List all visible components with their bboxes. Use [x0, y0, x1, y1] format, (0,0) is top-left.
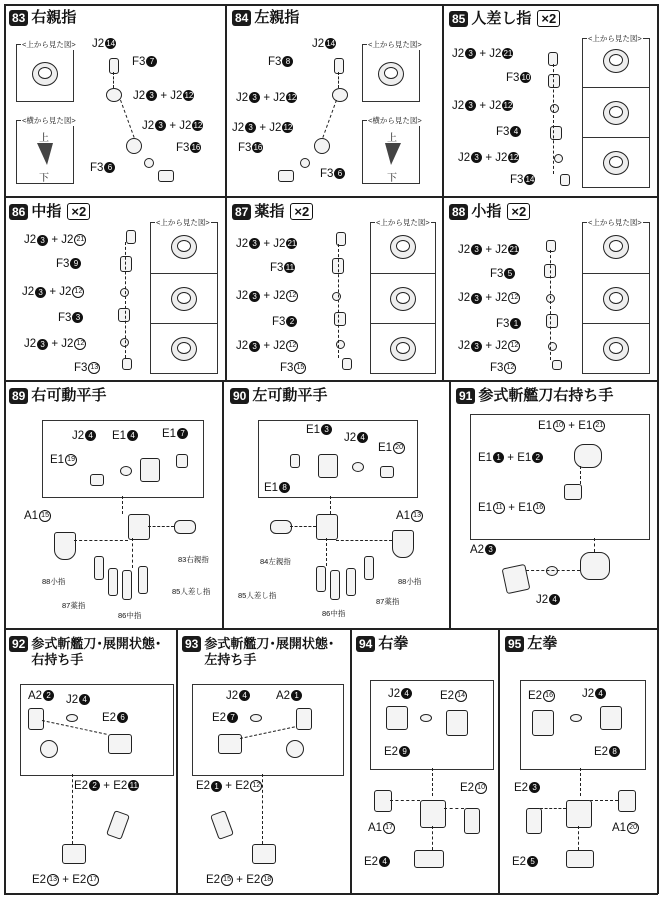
finger-part — [314, 138, 330, 154]
finger-part — [332, 88, 348, 102]
hand-part — [318, 454, 338, 478]
hand-part — [106, 810, 130, 840]
hand-part — [120, 466, 132, 476]
part-label: E2 10 — [460, 782, 487, 795]
assembly-line — [338, 72, 339, 88]
assembly-line — [590, 800, 618, 801]
step-title: 参式斬艦刀･展開状態･ — [31, 636, 162, 651]
step-number: 87 — [232, 204, 251, 220]
step-header — [232, 203, 313, 220]
part-label: J2 3 + J2 12 — [133, 90, 194, 102]
view-label: <横から見た図> — [22, 116, 76, 125]
step-number: 89 — [9, 388, 28, 404]
hand-part — [600, 706, 622, 730]
step-number: 95 — [505, 636, 524, 652]
step-title-group — [31, 636, 161, 668]
step-number: 93 — [182, 636, 201, 652]
hand-part — [62, 844, 86, 864]
step-header — [505, 636, 557, 652]
step-number: 92 — [9, 636, 28, 652]
hand-part — [296, 708, 312, 730]
step-title: 人差し指 — [471, 9, 532, 27]
hand-part — [414, 850, 444, 868]
hand-part — [40, 740, 58, 758]
part-label: F3 8 — [268, 56, 293, 69]
finger-part — [122, 358, 132, 370]
finger-part — [174, 520, 196, 534]
part-label: E2 14 — [440, 690, 467, 703]
view-label: <上から見た図> — [588, 218, 642, 227]
part-label: J2 4 — [582, 688, 606, 701]
part-label: J2 3 + J2 12 — [458, 152, 519, 164]
step-number: 86 — [9, 204, 28, 220]
part-top-view — [378, 62, 404, 86]
view-divider — [583, 87, 649, 88]
finger-part — [158, 170, 174, 182]
view-divider — [371, 273, 435, 274]
hand-part — [218, 734, 242, 754]
view-divider — [371, 323, 435, 324]
callout-caption: 84左親指 — [260, 557, 291, 566]
finger-part — [94, 556, 104, 580]
part-top-view — [603, 49, 629, 73]
up-label: 上 — [387, 133, 397, 144]
callout-caption: 86中指 — [118, 611, 142, 620]
up-label: 上 — [39, 133, 49, 144]
callout-caption: 87薬指 — [376, 597, 400, 606]
assembly-line — [125, 242, 126, 358]
step-header — [9, 388, 106, 404]
assembly-line — [132, 538, 133, 568]
finger-part — [138, 566, 148, 594]
assembly-line — [594, 538, 595, 552]
top-view-box — [582, 34, 650, 188]
part-label: A1 15 — [24, 510, 51, 523]
step-number: 88 — [449, 204, 468, 220]
part-label: F3 6 — [90, 162, 115, 175]
assembly-line — [526, 570, 580, 571]
hand-part — [580, 552, 610, 580]
step-title-group — [204, 636, 334, 668]
step-header — [9, 203, 90, 220]
part-label: J2 4 — [344, 432, 368, 445]
finger-part — [330, 570, 340, 600]
assembly-line — [578, 826, 579, 850]
hand-part — [252, 844, 276, 864]
step-header — [182, 636, 334, 668]
step-title-line2: 右持ち手 — [31, 652, 84, 667]
part-label: F3 15 — [280, 362, 306, 375]
assembly-line — [580, 466, 581, 484]
finger-part — [278, 170, 294, 182]
finger-part — [554, 154, 563, 163]
hand-part — [566, 850, 594, 868]
step-title: 小指 — [471, 202, 502, 220]
finger-part — [108, 568, 118, 596]
hand-part — [352, 462, 364, 472]
finger-part — [332, 292, 341, 301]
finger-part — [270, 520, 292, 534]
col-divider — [498, 628, 500, 894]
quantity-badge: ×2 — [507, 203, 530, 220]
palm-part — [566, 800, 592, 828]
hand-part — [210, 810, 234, 840]
top-view-box — [362, 40, 422, 102]
part-label: J2 3 + J2 12 — [142, 120, 203, 132]
hand-part — [176, 454, 188, 468]
hand-part — [420, 714, 432, 722]
palm-part — [420, 800, 446, 828]
hand-part — [526, 808, 542, 834]
part-label: J2 3 + J2 21 — [24, 234, 86, 247]
step-title: 中指 — [31, 202, 62, 220]
side-view-box — [16, 116, 76, 184]
palm-part — [316, 514, 338, 540]
inset-frame — [192, 684, 344, 776]
part-label: J2 3 + J2 12 — [458, 292, 520, 305]
down-label: 下 — [39, 173, 49, 184]
step-title: 参式斬艦刀右持ち手 — [478, 387, 614, 404]
finger-part — [550, 104, 559, 113]
view-label: <横から見た図> — [368, 116, 422, 125]
finger-part — [122, 570, 132, 600]
finger-part — [126, 138, 142, 154]
part-label: E2 7 — [212, 712, 238, 725]
part-top-view — [390, 235, 416, 259]
page-border — [4, 893, 658, 895]
part-top-view — [32, 62, 58, 86]
assembly-line — [326, 538, 327, 566]
part-label: J2 3 + J2 12 — [458, 340, 520, 353]
part-label: E1 7 — [162, 428, 188, 441]
part-label: A1 17 — [368, 822, 395, 835]
part-label: E1 4 — [112, 430, 138, 443]
part-label: F3 12 — [490, 362, 516, 375]
assembly-line — [290, 526, 316, 527]
step-header — [9, 636, 161, 668]
part-label: J2 4 — [66, 694, 90, 707]
hand-part — [464, 808, 480, 834]
part-label: E1 8 — [264, 482, 290, 495]
view-label: <上から見た図> — [368, 40, 422, 49]
part-label: F3 10 — [506, 72, 531, 84]
part-label: E2 1 + E2 12 — [196, 780, 262, 793]
finger-part — [126, 230, 136, 244]
part-label: E2 9 — [384, 746, 410, 759]
part-label: J2 3 + J2 21 — [452, 48, 513, 60]
view-divider — [583, 273, 649, 274]
quantity-badge: ×2 — [290, 203, 313, 220]
col-divider — [350, 628, 352, 894]
step-title: 左拳 — [527, 635, 558, 652]
col-divider — [176, 628, 178, 894]
top-view-box — [16, 40, 76, 102]
part-label: J2 3 + J2 12 — [24, 338, 86, 351]
part-label: E2 15 + E2 18 — [206, 874, 273, 887]
part-label: F3 3 — [58, 312, 83, 325]
finger-part — [552, 360, 562, 370]
step-title-line2: 左持ち手 — [204, 652, 257, 667]
finger-part — [334, 312, 346, 326]
part-label: E2 5 — [512, 856, 538, 869]
assembly-line — [330, 496, 331, 514]
finger-part — [316, 566, 326, 592]
down-label: 下 — [387, 173, 397, 184]
step-number: 91 — [456, 388, 475, 404]
step-header — [356, 636, 408, 652]
top-view-box — [370, 218, 436, 374]
assembly-line — [148, 526, 174, 527]
palm-part — [128, 514, 150, 540]
part-label: F3 4 — [496, 126, 521, 139]
view-divider — [151, 273, 217, 274]
view-label: <上から見た図> — [156, 218, 210, 227]
col-divider — [222, 380, 224, 628]
part-top-view — [171, 235, 197, 259]
step-number: 94 — [356, 636, 375, 652]
part-top-view — [390, 287, 416, 311]
finger-part — [548, 74, 560, 88]
assembly-line — [580, 768, 581, 796]
hand-part — [618, 790, 636, 812]
part-label: F3 7 — [132, 56, 157, 69]
view-divider — [583, 323, 649, 324]
col-divider — [442, 4, 444, 380]
col-divider — [449, 380, 451, 628]
hand-part — [564, 484, 582, 500]
step-title: 薬指 — [254, 202, 285, 220]
hand-part — [446, 710, 468, 736]
step-number: 85 — [449, 11, 468, 27]
view-divider — [151, 323, 217, 324]
hand-part — [250, 714, 262, 722]
part-label: J2 3 + J2 12 — [232, 122, 293, 134]
step-header — [456, 388, 613, 404]
part-label: E2 3 — [514, 782, 540, 795]
hand-part — [546, 566, 558, 576]
view-label: <上から見た図> — [588, 34, 642, 43]
part-label: E1 19 — [50, 454, 77, 467]
step-header — [230, 388, 327, 404]
part-top-view — [603, 151, 629, 175]
step-header — [449, 203, 530, 220]
part-label: J2 3 + J2 12 — [236, 92, 297, 104]
hand-part — [532, 710, 554, 736]
part-label: E2 13 + E2 17 — [32, 874, 99, 887]
hand-part — [380, 466, 394, 478]
assembly-line — [336, 540, 392, 541]
part-label: J2 14 — [92, 38, 116, 50]
step-title: 右可動平手 — [31, 387, 107, 404]
finger-part — [546, 314, 558, 328]
hand-part — [374, 790, 392, 812]
assembly-line — [540, 808, 566, 809]
finger-part — [118, 308, 130, 322]
finger-part — [300, 158, 310, 168]
step-title: 右拳 — [378, 635, 409, 652]
part-top-view — [171, 287, 197, 311]
hand-part — [386, 706, 408, 730]
assembly-line — [120, 100, 135, 138]
part-top-view — [603, 235, 629, 259]
assembly-line — [550, 250, 551, 360]
row-divider — [4, 380, 658, 382]
step-title: 左親指 — [254, 9, 300, 26]
part-label: F3 5 — [490, 268, 515, 281]
part-label: A2 1 — [276, 690, 302, 703]
view-label: <上から見た図> — [376, 218, 430, 227]
part-side-view — [37, 143, 53, 165]
assembly-line — [432, 826, 433, 850]
step-header — [232, 10, 299, 26]
part-label: F3 9 — [56, 258, 81, 271]
part-label: E1 10 + E1 21 — [538, 420, 605, 433]
side-view-box — [362, 116, 422, 184]
col-divider — [225, 4, 227, 380]
part-label: F3 13 — [74, 362, 100, 375]
part-label: J2 3 + J2 12 — [236, 290, 298, 303]
hand-part — [90, 474, 104, 486]
assembly-line — [338, 244, 339, 358]
step-number: 84 — [232, 10, 251, 26]
hand-part — [54, 532, 76, 560]
view-divider — [583, 137, 649, 138]
finger-part — [364, 556, 374, 580]
callout-caption: 86中指 — [322, 609, 346, 618]
part-label: A1 13 — [396, 510, 423, 523]
step-title: 左可動平手 — [252, 387, 328, 404]
finger-part — [144, 158, 154, 168]
part-label: J2 3 + J2 12 — [236, 340, 298, 353]
part-label: F3 2 — [272, 316, 297, 329]
part-label: J2 3 + J2 12 — [22, 286, 84, 299]
hand-part — [570, 714, 582, 722]
part-label: J2 4 — [388, 688, 412, 701]
callout-caption: 85人差し指 — [172, 587, 211, 596]
part-label: J2 14 — [312, 38, 336, 50]
finger-part — [120, 256, 132, 272]
assembly-line — [322, 100, 337, 138]
row-divider — [4, 628, 658, 630]
finger-part — [334, 58, 344, 74]
step-header — [9, 10, 76, 26]
assembly-line — [72, 774, 73, 814]
part-label: J2 4 — [226, 690, 250, 703]
part-label: E1 11 + E1 16 — [478, 502, 545, 515]
hand-part — [290, 454, 300, 468]
callout-caption: 88小指 — [42, 577, 66, 586]
hand-part — [140, 458, 160, 482]
assembly-line — [390, 800, 420, 801]
finger-part — [346, 568, 356, 596]
assembly-line — [122, 496, 123, 514]
assembly-line — [262, 816, 263, 844]
part-label: F3 1 — [496, 318, 521, 331]
part-label: E2 16 — [528, 690, 555, 703]
quantity-badge: ×2 — [537, 10, 560, 27]
part-label: A2 3 — [470, 544, 496, 557]
top-view-box — [582, 218, 650, 374]
part-top-view — [603, 101, 629, 125]
callout-caption: 88小指 — [398, 577, 422, 586]
part-label: E1 20 — [378, 442, 405, 455]
hand-part — [66, 714, 78, 722]
part-label: A1 20 — [612, 822, 639, 835]
part-top-view — [603, 287, 629, 311]
part-label: J2 3 + J2 12 — [452, 100, 513, 112]
hand-part — [286, 740, 304, 758]
page-border — [657, 4, 659, 894]
assembly-line — [553, 64, 554, 174]
part-label: E1 3 — [306, 424, 332, 437]
part-label: E2 8 — [594, 746, 620, 759]
callout-caption: 83右親指 — [178, 555, 209, 564]
finger-part — [342, 358, 352, 370]
callout-caption: 87薬指 — [62, 601, 86, 610]
page-border — [4, 4, 658, 6]
part-top-view — [171, 337, 197, 361]
assembly-line — [113, 72, 114, 88]
quantity-badge: ×2 — [67, 203, 90, 220]
finger-part — [550, 126, 562, 140]
part-label: E2 6 — [102, 712, 128, 725]
part-side-view — [385, 143, 401, 165]
step-header — [449, 10, 560, 27]
finger-part — [560, 174, 570, 186]
step-title: 参式斬艦刀･展開状態･ — [204, 636, 335, 651]
part-label: J2 4 — [72, 430, 96, 443]
hand-part — [392, 530, 414, 558]
hand-part — [108, 734, 132, 754]
part-label: E1 1 + E1 2 — [478, 452, 543, 465]
part-top-view — [390, 337, 416, 361]
step-number: 83 — [9, 10, 28, 26]
callout-caption: 85人差し指 — [238, 591, 277, 600]
view-label: <上から見た図> — [22, 40, 76, 49]
assembly-line — [72, 816, 73, 844]
part-label: J2 3 + J2 21 — [236, 238, 297, 250]
assembly-line — [444, 808, 464, 809]
step-number: 90 — [230, 388, 249, 404]
assembly-line — [432, 768, 433, 796]
part-label: F3 6 — [320, 168, 345, 181]
part-label: E2 4 — [364, 856, 390, 869]
part-top-view — [603, 337, 629, 361]
assembly-line — [74, 540, 128, 541]
part-label: F3 16 — [238, 142, 263, 154]
part-label: J2 3 + J2 21 — [458, 244, 519, 256]
part-label: F3 14 — [510, 174, 535, 186]
top-view-box — [150, 218, 218, 374]
part-label: E2 2 + E2 11 — [74, 780, 138, 792]
part-label: J2 4 — [536, 594, 560, 607]
row-divider — [4, 196, 658, 198]
hand-part — [502, 564, 531, 594]
step-title: 右親指 — [31, 9, 77, 26]
part-label: F3 11 — [270, 262, 295, 274]
finger-part — [109, 58, 119, 74]
part-label: A2 2 — [28, 690, 54, 703]
page-border — [4, 4, 6, 894]
finger-part — [546, 240, 556, 252]
part-label: F3 16 — [176, 142, 201, 154]
hand-part — [574, 444, 602, 468]
